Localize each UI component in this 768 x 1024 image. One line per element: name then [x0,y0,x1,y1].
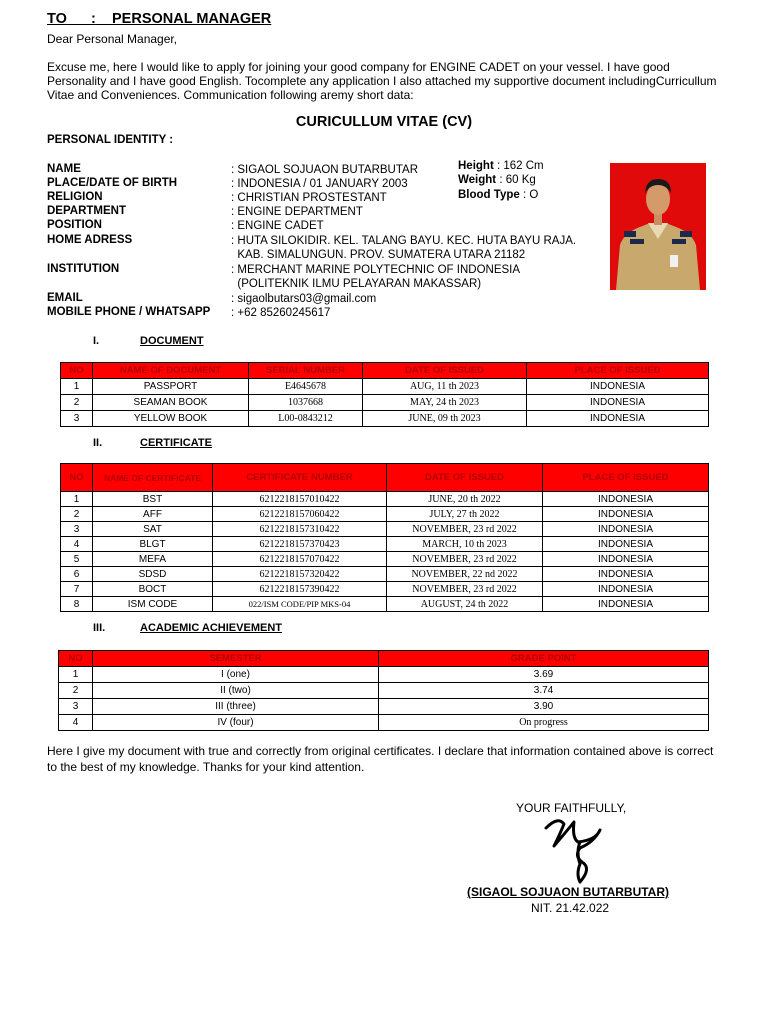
col-header: NO [61,363,93,379]
to-colon: : [91,11,96,27]
document-table [60,362,709,427]
birth-label: PLACE/DATE OF BIRTH [47,177,178,189]
col-header: GRADE POINT [379,651,709,667]
closing-salutation: YOUR FAITHFULLY, [516,801,627,815]
row-no: 4 [61,537,93,552]
table-row [61,507,709,522]
semester: II (two) [93,683,379,699]
certificate-number: 6212218157320422 [213,567,387,582]
place-issued: INDONESIA [543,582,709,597]
date-issued: AUGUST, 24 th 2022 [387,597,543,612]
col-header: DATE OF ISSUED [363,363,527,379]
row-no: 3 [59,699,93,715]
grade-point: 3.90 [379,699,709,715]
person-photo-icon [610,163,706,290]
closing-paragraph: Here I give my document with true and correctly from original certificates. I declare that information contained above is correct to the best of my knowledge. Thanks for your kind attention. [47,744,714,774]
certificate-number: 022/ISM CODE/PIP MKS-04 [213,597,387,612]
place-issued: INDONESIA [543,507,709,522]
intro-paragraph: Excuse me, here I would like to apply for joining your good company for ENGINE CADET on your vessel. I have good Personality and I have good English. Tocomplete any application I also attached my supportive document includingCurricullum Vitae and Conveniences. Communication following aremy short data: [47,60,717,102]
place-issued: INDONESIA [543,537,709,552]
document-table-header [61,363,709,379]
name-label: NAME [47,163,81,175]
row-no: 7 [61,582,93,597]
row-no: 1 [61,492,93,507]
blood-label: Blood Type [458,189,520,201]
place-issued: INDONESIA [543,597,709,612]
row-no: 2 [61,395,93,411]
col-header: NO [61,464,93,492]
grade-point: On progress [379,715,709,731]
greeting: Dear Personal Manager, [47,32,178,46]
blood-value: : O [519,189,539,201]
date-issued: NOVEMBER, 23 rd 2022 [387,552,543,567]
to-label: TO [47,11,67,27]
row-no: 2 [59,683,93,699]
position-label: POSITION [47,219,102,231]
certificate-number: 6212218157370423 [213,537,387,552]
birth-value: : INDONESIA / 01 JANUARY 2003 [231,178,408,190]
name-value: : SIGAOL SOJUAON BUTARBUTAR [231,164,419,176]
place-issued: INDONESIA [543,522,709,537]
date-issued: NOVEMBER, 22 nd 2022 [387,567,543,582]
identity-heading: PERSONAL IDENTITY : [47,134,174,146]
row-no: 2 [61,507,93,522]
religion-value: : CHRISTIAN PROSTESTANT [231,192,387,204]
col-header: SEMESTER [93,651,379,667]
date-issued: JUNE, 20 th 2022 [387,492,543,507]
cv-title: CURICULLUM VITAE (CV) [295,114,473,130]
signer-nit: NIT. 21.42.022 [531,901,610,915]
date-issued: NOVEMBER, 23 rd 2022 [387,522,543,537]
certificate-name: SAT [93,522,213,537]
height-label: Height [458,160,494,172]
department-label: DEPARTMENT [47,205,127,217]
institution-value-1: : MERCHANT MARINE POLYTECHNIC OF INDONESIA [231,264,521,276]
phone-value: : +62 85260245617 [231,307,331,319]
signature [536,812,608,893]
semester: IV (four) [93,715,379,731]
weight-line [458,174,536,186]
table-row [61,411,709,427]
institution-label: INSTITUTION [47,263,120,275]
row-no: 3 [61,522,93,537]
col-header: NAME OF CERTIFICATE [93,464,213,492]
academic-section-title: ACADEMIC ACHIEVEMENT [140,622,282,634]
semester: I (one) [93,667,379,683]
col-header: NAME OF DOCUMENT [93,363,249,379]
row-no: 1 [61,379,93,395]
grade-point: 3.74 [379,683,709,699]
address-value-2: KAB. SIMALUNGUN. PROV. SUMATERA UTARA 21182 [231,249,526,261]
row-no: 8 [61,597,93,612]
table-row [59,667,709,683]
height-value: : 162 Cm [493,160,544,172]
certificate-section-num: II. [93,437,103,449]
academic-section-heading [93,622,353,636]
weight-label: Weight [458,174,497,186]
certificate-name: BST [93,492,213,507]
academic-section-num: III. [93,622,106,634]
institution-value-2: (POLITEKNIK ILMU PELAYARAN MAKASSAR) [231,278,482,290]
semester: III (three) [93,699,379,715]
row-no: 1 [59,667,93,683]
table-row [59,715,709,731]
document-name: PASSPORT [93,379,249,395]
col-header: SERIAL NUMBER [249,363,363,379]
department-value: : ENGINE DEPARTMENT [231,206,363,218]
document-section-heading [93,335,293,349]
col-header: NO [59,651,93,667]
weight-value: : 60 Kg [496,174,536,186]
phone-label: MOBILE PHONE / WHATSAPP [47,306,211,318]
certificate-name: BOCT [93,582,213,597]
table-row [61,567,709,582]
document-name: SEAMAN BOOK [93,395,249,411]
table-row [61,395,709,411]
certificate-section-heading [93,437,293,451]
table-row [59,683,709,699]
date-issued: JULY, 27 th 2022 [387,507,543,522]
row-no: 5 [61,552,93,567]
certificate-table-header [61,464,709,492]
profile-photo [610,163,706,290]
serial-number: L00-0843212 [249,411,363,427]
place-issued: INDONESIA [543,492,709,507]
certificate-section-title: CERTIFICATE [140,437,212,449]
date-issued: JUNE, 09 th 2023 [363,411,527,427]
date-issued: AUG, 11 th 2023 [363,379,527,395]
certificate-number: 6212218157070422 [213,552,387,567]
recipient: PERSONAL MANAGER [112,11,272,27]
certificate-name: AFF [93,507,213,522]
certificate-number: 6212218157390422 [213,582,387,597]
table-row [61,537,709,552]
grade-point: 3.69 [379,667,709,683]
academic-table [58,650,709,731]
certificate-number: 6212218157060422 [213,507,387,522]
table-row [59,699,709,715]
date-issued: MARCH, 10 th 2023 [387,537,543,552]
signature-icon [536,812,608,888]
address-label: HOME ADRESS [47,234,133,246]
place-issued: INDONESIA [527,379,709,395]
col-header: PLACE OF ISSUED [543,464,709,492]
recipient-line [47,11,271,27]
row-no: 6 [61,567,93,582]
place-issued: INDONESIA [543,567,709,582]
document-name: YELLOW BOOK [93,411,249,427]
table-row [61,582,709,597]
col-header: PLACE OF ISSUED [527,363,709,379]
certificate-number: 6212218157310422 [213,522,387,537]
certificate-name: MEFA [93,552,213,567]
document-section-title: DOCUMENT [140,335,204,347]
email-value: : sigaolbutars03@gmail.com [231,293,377,305]
document-section-num: I. [93,335,100,347]
certificate-name: SDSD [93,567,213,582]
academic-table-header [59,651,709,667]
blood-line [458,189,538,201]
address-value-1: : HUTA SILOKIDIR. KEL. TALANG BAYU. KEC. HUTA BAYU RAJA. [231,235,577,247]
certificate-table [60,463,709,612]
certificate-number: 6212218157010422 [213,492,387,507]
table-row [61,379,709,395]
table-row [61,492,709,507]
signer-name: (SIGAOL SOJUAON BUTARBUTAR) [467,885,669,899]
table-row [61,522,709,537]
serial-number: E4645678 [249,379,363,395]
date-issued: NOVEMBER, 23 rd 2022 [387,582,543,597]
row-no: 3 [61,411,93,427]
certificate-name: BLGT [93,537,213,552]
col-header: DATE OF ISSUED [387,464,543,492]
religion-label: RELIGION [47,191,103,203]
height-line [458,160,544,172]
table-row [61,597,709,612]
place-issued: INDONESIA [527,411,709,427]
table-row [61,552,709,567]
place-issued: INDONESIA [527,395,709,411]
position-value: : ENGINE CADET [231,220,324,232]
certificate-name: ISM CODE [93,597,213,612]
email-label: EMAIL [47,292,83,304]
col-header: CERTIFICATE NUMBER [213,464,387,492]
date-issued: MAY, 24 th 2023 [363,395,527,411]
serial-number: 1037668 [249,395,363,411]
place-issued: INDONESIA [543,552,709,567]
row-no: 4 [59,715,93,731]
